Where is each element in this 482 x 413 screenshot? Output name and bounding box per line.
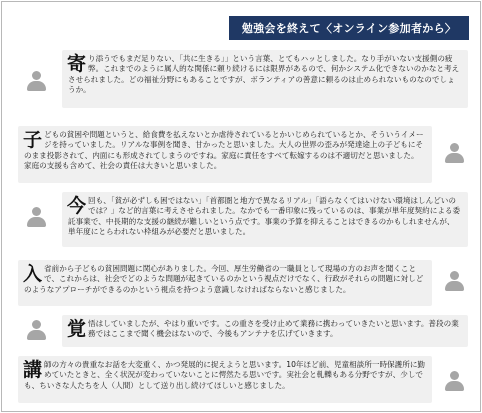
comment-text: どもの貧困や問題というと、給食費を払えないとか虐待されているとかいじめられているとか、そういうイメージを持っていました。リアルな事例を聞き、甘かったと思いました。大人の世界の歪みが発達途上の子どもにそのまま投影されて、内面にも形成されてしまうのですね。家庭に責任をすべて転嫁するのは不適切だと思いました。家庭の支援も含めて、社会の責任は大きいと思いました。 bbox=[24, 130, 424, 171]
comment-dropcap: 寄 bbox=[67, 53, 87, 75]
comment-bubble bbox=[62, 315, 468, 347]
comment-bubble bbox=[18, 356, 432, 403]
comment-text: 省前から子どもの貧困問題に関心がありました。今回、厚生労働省の一職員として現場の方のお声を聞くことで、これからは、社会でどのような問題が起きているのかという視点だけでなく、行政がそれらの問題に対しどのようなアプローチができるのかという視点を持つよう意識しなければならないと感じました。 bbox=[24, 264, 424, 294]
comment-text: り添うでもまだ足りない、「共に生きる」」という言葉、とてもハッとしました。なり手がいない支援側の疲弊。これまでのように属人的な関係に頼り続けるには限界があるので、何かシステム化できないのかなと考えさせられました。どの福祉分野にもあることですが、ボランティアの善意に頼るのは止められないものなのでしょうか。 bbox=[68, 54, 460, 95]
comment-text: 悟はしていましたが、やはり重いです。この重さを受け止めて業務に携わっていきたいと思います。普段の業務ではここまで聞く機会はないので、今後もアンテナを広げていきます。 bbox=[88, 319, 459, 339]
comment-dropcap: 今 bbox=[67, 195, 87, 217]
comment-bubble bbox=[18, 260, 432, 306]
participant-avatar-icon bbox=[26, 320, 46, 342]
comment-dropcap: 入 bbox=[23, 263, 43, 285]
participant-avatar-icon bbox=[444, 271, 464, 293]
comment-text: 回も、「貧が必ずしも困ではない」「首都圏と地方で異なるリアル」「語らなくてはいけない環境はしんどいのでは？」など的言葉に考えさせられました。なかでも一番印象に残っているのは、事業が単年度契約による委託事業で、中長期的な支援の継続が難しいという点です。事業の予算を抑えることはできるのかもしれませんが、単年度にとらわれない枠組みが必要だと思いました。 bbox=[68, 196, 461, 237]
participant-avatar-icon bbox=[26, 207, 46, 229]
comment-dropcap: 講 bbox=[23, 359, 43, 381]
comment-text: 師の方々の貴重なお話を大変重く、かつ発展的に捉えようと思います。10年ほど前、児童相談所一時保護所に勤めていたときと、全く状況が変わっていないことに愕然たる思いです。実社会と軋轢もある分野ですが、少しでも、ちいさな人たちを人（人間）として送り出し続けてほしいと感じました。 bbox=[24, 360, 426, 390]
participant-avatar-icon bbox=[444, 143, 464, 165]
participant-avatar-icon bbox=[444, 371, 464, 393]
comment-dropcap: 子 bbox=[23, 129, 43, 151]
comment-bubble bbox=[62, 50, 468, 108]
participant-avatar-icon bbox=[26, 71, 46, 93]
comment-dropcap: 覚 bbox=[67, 318, 87, 340]
comment-bubble bbox=[18, 126, 432, 183]
comment-bubble bbox=[62, 192, 468, 247]
page bbox=[1, 1, 481, 412]
page-title: 勉強会を終えて〈オンライン参加者から〉 bbox=[229, 16, 469, 40]
